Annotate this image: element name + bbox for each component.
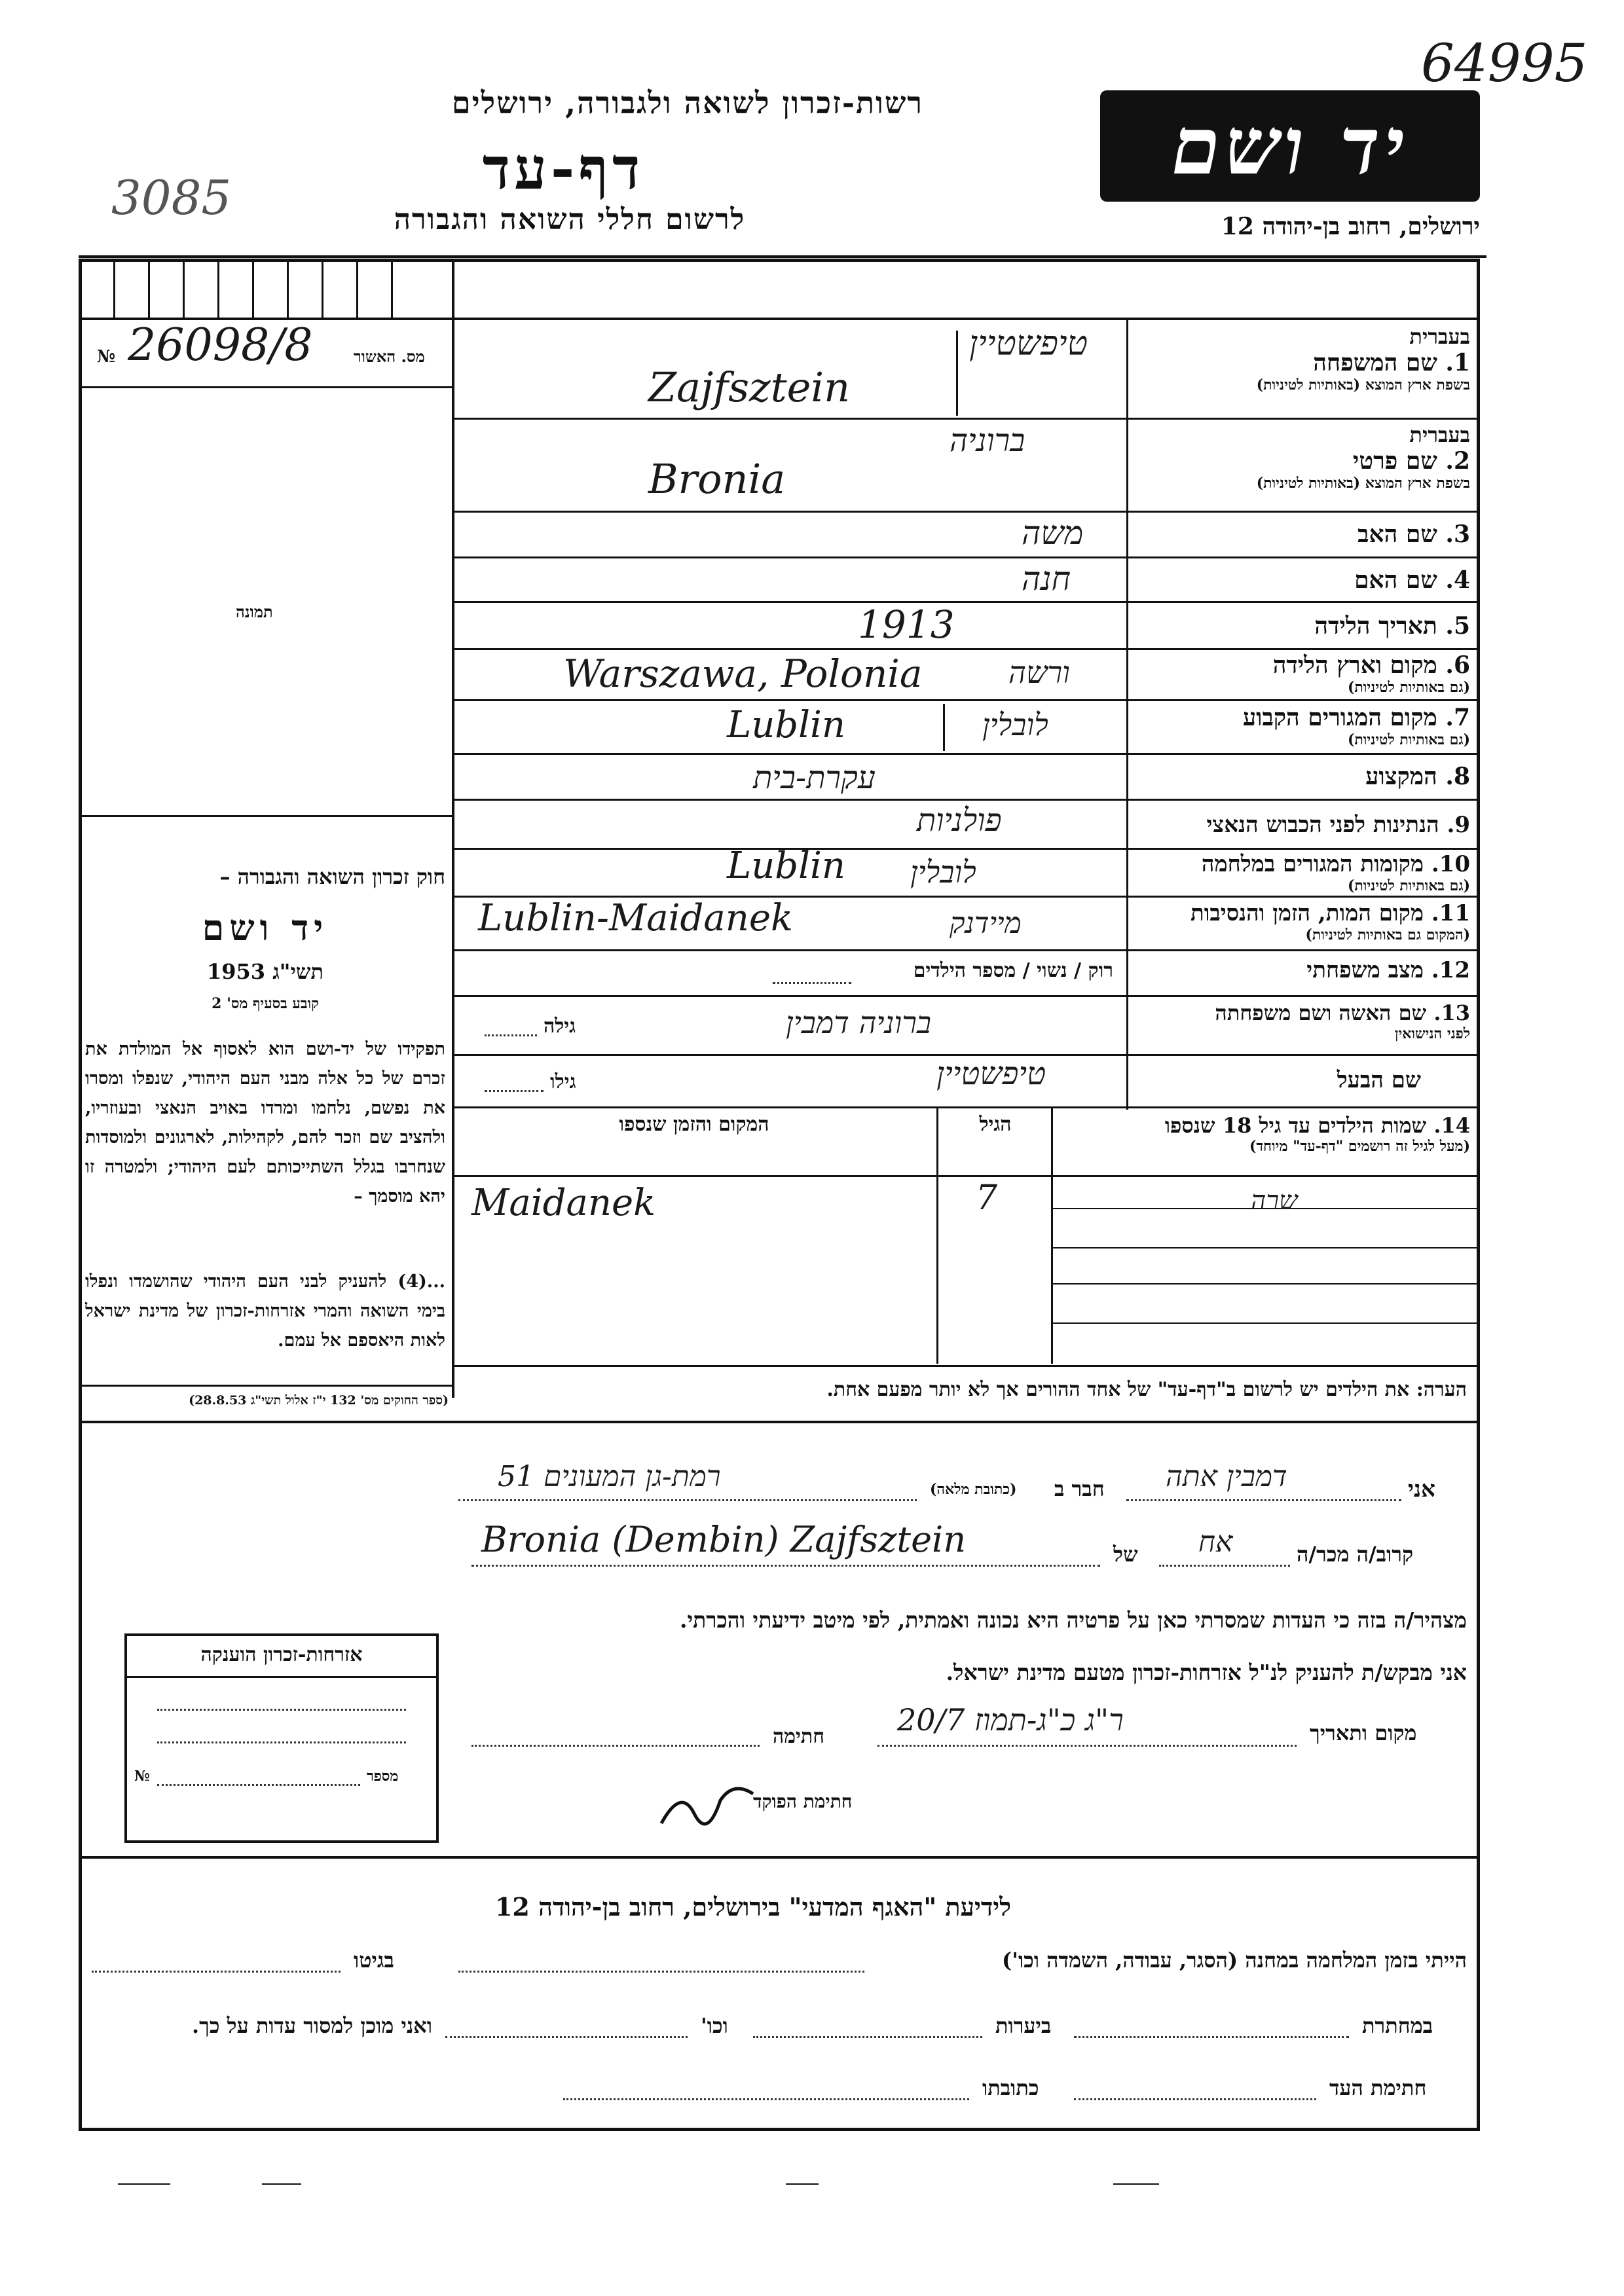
row-line bbox=[452, 799, 1480, 801]
law-separator bbox=[79, 1385, 452, 1387]
children-age-header: הגיל bbox=[979, 1113, 1012, 1136]
place-date-line bbox=[877, 1745, 1297, 1747]
children-row-line bbox=[1051, 1283, 1480, 1285]
row-12-dotline bbox=[773, 982, 851, 984]
row-3-label: 3. שם האב bbox=[1357, 520, 1470, 548]
top-strip-col bbox=[322, 259, 323, 318]
husband-label: שם הבעל bbox=[1337, 1067, 1421, 1093]
row-7-split bbox=[943, 704, 945, 751]
child-age: 7 bbox=[976, 1178, 998, 1218]
row-13-label: 13. שם האשה ושם משפחתה לפני הנישואין bbox=[1215, 1000, 1470, 1042]
official-signature bbox=[655, 1774, 760, 1833]
citizenship-box-line bbox=[157, 1709, 406, 1711]
row-12-value: רוק / נשוי / מספר הילדים bbox=[913, 959, 1113, 982]
row-1-label: בעברית 1. שם המשפחה בשפת ארץ המוצא (באותיות לטיניות) bbox=[1256, 324, 1470, 393]
top-strip-col bbox=[287, 259, 289, 318]
top-strip-col bbox=[183, 259, 185, 318]
row-line bbox=[452, 418, 1480, 420]
place-date-label: מקום ותאריך bbox=[1310, 1721, 1417, 1745]
row-6-hebrew-value: ורשה bbox=[1008, 655, 1070, 690]
row-line bbox=[452, 556, 1480, 558]
citizenship-box-no-line bbox=[157, 1784, 360, 1786]
approval-number: 26098/8 bbox=[128, 319, 313, 371]
declaration-member-value: רמת-גן המעונים 51 bbox=[498, 1460, 721, 1493]
row-9-value: פולניות bbox=[917, 802, 1002, 839]
children-note: הערה: את הילדים יש לרשום ב"דף-עד" של אחד ההורים אך לא יותר מפעם אחת. bbox=[826, 1378, 1467, 1401]
row-8-value: עקרת-בית bbox=[753, 759, 876, 796]
row-4-label: 4. שם האם bbox=[1354, 566, 1470, 594]
top-strip-col bbox=[356, 259, 358, 318]
children-col-2 bbox=[1051, 1108, 1053, 1364]
row-10-latin-value: Lublin bbox=[727, 845, 845, 887]
form-subtitle: לרשום חללי השואה והגבורה bbox=[394, 203, 746, 236]
top-strip-col bbox=[113, 259, 115, 318]
row-line bbox=[452, 1106, 1480, 1108]
declaration-statement: מצהיר/ה בזה כי העדות שמסרתי כאן על פרטיה היא נכונה ואמתית, לפי מיטב ידיעתי והכרתי. bbox=[680, 1607, 1467, 1633]
declaration-request: אני מבקש/ת להעניק לנ"ל אזרחות-זכרון מטעם מדינת ישראל. bbox=[946, 1660, 1467, 1685]
children-col-1 bbox=[936, 1108, 938, 1364]
citizenship-box-no-symbol: № bbox=[134, 1768, 150, 1785]
row-9-label: 9. הנתינות לפני הכבוש הנאצי bbox=[1206, 812, 1470, 838]
signature-label: חתימה bbox=[773, 1725, 824, 1748]
declaration-relative-line bbox=[1159, 1565, 1290, 1567]
children-header-bottom bbox=[452, 1175, 1480, 1177]
row-line bbox=[452, 511, 1480, 513]
row-11-label: 11. מקום המות, הזמן והנסיבות (המקום גם באותיות לטיניות) bbox=[1190, 900, 1470, 943]
row-1-latin-value: Zajfsztein bbox=[648, 363, 851, 411]
law-item-4: ...(4) להעניק לבני העם היהודי שהושמדו ונפלו בימי השואה והמרי אזרחות-זכרון של מדינת ישראל לאות היאספם אל עמם. bbox=[85, 1271, 445, 1351]
row-6-latin-value: Warszawa, Polonia bbox=[563, 651, 923, 696]
law-citation: (ספר החוקים מס' 132 י"ז אלול תשי"ג 28.8.53) bbox=[189, 1393, 449, 1408]
law-body: תפקידו של יד-ושם הוא לאסוף אל המולדת את זכרם של כל אלה מבני העם היהודי, שנפלו ומסרו את נפשם, נלחמו ומרדו באויב הנאצי ובעוזריו, ולהציב שם וזכר להם, לקהילות, לארגונים ולמוסדות שנחרבו בגלל השתייכותם לעם היהודי; ולמטרה זו יהא מוסמך – bbox=[85, 1039, 445, 1207]
handwritten-file-number: 3085 bbox=[111, 170, 232, 225]
row-line bbox=[452, 601, 1480, 603]
header-underline bbox=[79, 255, 1486, 258]
declaration-i-label: אני bbox=[1408, 1476, 1435, 1503]
row-10-hebrew-value: לובלין bbox=[910, 854, 976, 890]
children-place-header: המקום והזמן שנספו bbox=[619, 1113, 769, 1136]
row-13-value: ברוניה דמבין bbox=[786, 1005, 932, 1040]
declaration-member-label: חבר ב bbox=[1054, 1476, 1105, 1501]
citizenship-box-title: אזרחות-זכרון הוענקה bbox=[200, 1643, 363, 1666]
top-strip-col bbox=[252, 259, 254, 318]
bottom-line2-ready: ואני מוכן למסור עדות על כך. bbox=[191, 2013, 432, 2038]
row-2-latin-value: Bronia bbox=[648, 455, 786, 503]
bottom-line1-camp: הייתי בזמן המלחמה במחנה (הסגר, עבודה, השמדה וכו') bbox=[1002, 1948, 1467, 1973]
bottom-line1-ghetto-dots bbox=[92, 1971, 341, 1973]
note-bottom bbox=[79, 1421, 1480, 1423]
row-8-label: 8. המקצוע bbox=[1365, 763, 1470, 790]
bottom-title: לידיעת "האגף המדעי" בירושלים, רחוב בן-יהודה 12 bbox=[494, 1892, 1012, 1922]
row-2-label: בעברית 2. שם פרטי בשפת ארץ המוצא (באותיות לטיניות) bbox=[1256, 422, 1470, 492]
row-11-latin-value: Lublin-Maidanek bbox=[478, 897, 793, 939]
bottom-line3-address: כתובתו bbox=[982, 2075, 1039, 2100]
scan-mark bbox=[1113, 2183, 1159, 2185]
bottom-line2-dots-a bbox=[1074, 2036, 1349, 2038]
law-name: יד ושם bbox=[202, 907, 329, 949]
child-name: שרה bbox=[1251, 1186, 1298, 1216]
top-strip-col bbox=[391, 259, 393, 318]
handwritten-archive-number: 64995 bbox=[1421, 33, 1588, 94]
husband-value: טיפשטיין bbox=[936, 1055, 1046, 1092]
bottom-line2-etc: וכו' bbox=[701, 2013, 728, 2038]
bottom-line3-dots-b bbox=[563, 2098, 969, 2100]
bottom-line2-forests: ביערות bbox=[995, 2013, 1052, 2038]
row-5-label: 5. תאריך הלידה bbox=[1314, 612, 1470, 640]
declaration-relative-value: אח bbox=[1198, 1525, 1233, 1559]
row-10-label: 10. מקומות המגורים במלחמה (גם באותיות לטיניות) bbox=[1201, 851, 1470, 894]
row-7-latin-value: Lublin bbox=[727, 704, 845, 746]
declaration-relative-label: קרוב/ה מכר/ה bbox=[1297, 1542, 1414, 1567]
row-13-age-label: גילה bbox=[544, 1015, 576, 1038]
bottom-line1-dots bbox=[458, 1971, 864, 1973]
bottom-line1-ghetto: בגיטו bbox=[354, 1948, 394, 1973]
children-row-line bbox=[1051, 1322, 1480, 1324]
law-clause: קובע בסעיף מס' 2 bbox=[212, 995, 319, 1012]
row-line bbox=[452, 648, 1480, 650]
signature-line bbox=[471, 1745, 760, 1747]
scan-mark bbox=[118, 2183, 170, 2185]
bottom-line2-underground: במחתרת bbox=[1362, 2013, 1433, 2038]
yad-vashem-logo: יד ושם bbox=[1100, 90, 1480, 202]
row-4-value: חנה bbox=[1022, 560, 1071, 598]
husband-age-dotline bbox=[485, 1090, 544, 1092]
row-1-hebrew-value: טיפשטיין bbox=[969, 324, 1088, 363]
row-6-label: 6. מקום וארץ הלידה (גם באותיות לטיניות) bbox=[1272, 651, 1470, 696]
place-date-value: ר"ג כ"ג-תמוז 20/7 bbox=[897, 1702, 1124, 1738]
row-line bbox=[452, 995, 1480, 997]
top-strip-col bbox=[217, 259, 219, 318]
husband-age-label: גילו bbox=[550, 1070, 576, 1093]
declaration-of-value: Bronia (Dembin) Zajfsztein bbox=[481, 1519, 967, 1560]
law-title: חוק זכרון השואה והגבורה – bbox=[219, 864, 445, 889]
row-7-hebrew-value: לובלין bbox=[982, 707, 1048, 742]
child-place: Maidanek bbox=[471, 1182, 656, 1224]
institution-name: רשות-זכרון לשואה ולגבורה, ירושלים bbox=[451, 85, 923, 120]
approval-no-symbol: № bbox=[97, 347, 116, 367]
bottom-line3-dots-a bbox=[1074, 2098, 1316, 2100]
bottom-line3-witness: חתימת העד bbox=[1329, 2075, 1427, 2100]
citizenship-box-title-line bbox=[124, 1676, 439, 1678]
row-3-value: משה bbox=[1022, 514, 1084, 552]
bottom-section-top bbox=[79, 1856, 1480, 1859]
row-7-label: 7. מקום המגורים הקבוע (גם באותיות לטיניות) bbox=[1242, 704, 1470, 748]
bottom-line2-dots-b bbox=[753, 2036, 982, 2038]
label-column-divider bbox=[1126, 318, 1128, 1110]
address: ירושלים, רחוב בן-יהודה 12 bbox=[1221, 213, 1480, 240]
row-2-hebrew-value: ברוניה bbox=[950, 422, 1025, 459]
scan-mark bbox=[786, 2183, 819, 2185]
citizenship-box-no-label: מספר bbox=[367, 1768, 399, 1785]
citizenship-box-line bbox=[157, 1741, 406, 1743]
photo-label: תמונה bbox=[236, 602, 273, 621]
row-line bbox=[452, 699, 1480, 701]
children-row-line bbox=[1051, 1247, 1480, 1248]
declaration-i-line bbox=[1126, 1499, 1401, 1501]
row-5-value: 1913 bbox=[858, 602, 955, 647]
photo-box-bottom bbox=[79, 815, 452, 817]
row-12-label: 12. מצב משפחתי bbox=[1306, 957, 1470, 983]
children-table-bottom bbox=[452, 1365, 1480, 1367]
top-strip-col bbox=[148, 259, 150, 318]
row-11-hebrew-value: מיידנק bbox=[950, 907, 1022, 940]
row-13-age-dotline bbox=[485, 1034, 537, 1036]
row-line bbox=[452, 848, 1480, 850]
law-year: תשי"ג 1953 bbox=[207, 959, 323, 984]
row-line bbox=[452, 949, 1480, 951]
children-label: 14. שמות הילדים עד גיל 18 שנספו (מעל לגיל זה רושמים "דף-עד" מיוחד) bbox=[1164, 1113, 1470, 1155]
row-1-split bbox=[956, 331, 958, 416]
declaration-member-line bbox=[458, 1499, 917, 1501]
approval-box-bottom bbox=[79, 386, 452, 388]
form-title: דף-עד bbox=[482, 134, 644, 202]
declaration-of-line bbox=[471, 1565, 1100, 1567]
official-signature-label: חתימת הפוקד bbox=[753, 1791, 853, 1812]
bottom-line2-dots-c bbox=[445, 2036, 688, 2038]
approval-label: מס. האשור bbox=[354, 347, 425, 366]
row-line bbox=[452, 753, 1480, 755]
scan-mark bbox=[262, 2183, 301, 2185]
left-column-divider bbox=[452, 259, 454, 1398]
declaration-i-value: דמבין אתה bbox=[1166, 1460, 1287, 1493]
declaration-of-label: של bbox=[1113, 1542, 1138, 1567]
declaration-member-sub: (כתובת מלאה) bbox=[930, 1481, 1017, 1498]
